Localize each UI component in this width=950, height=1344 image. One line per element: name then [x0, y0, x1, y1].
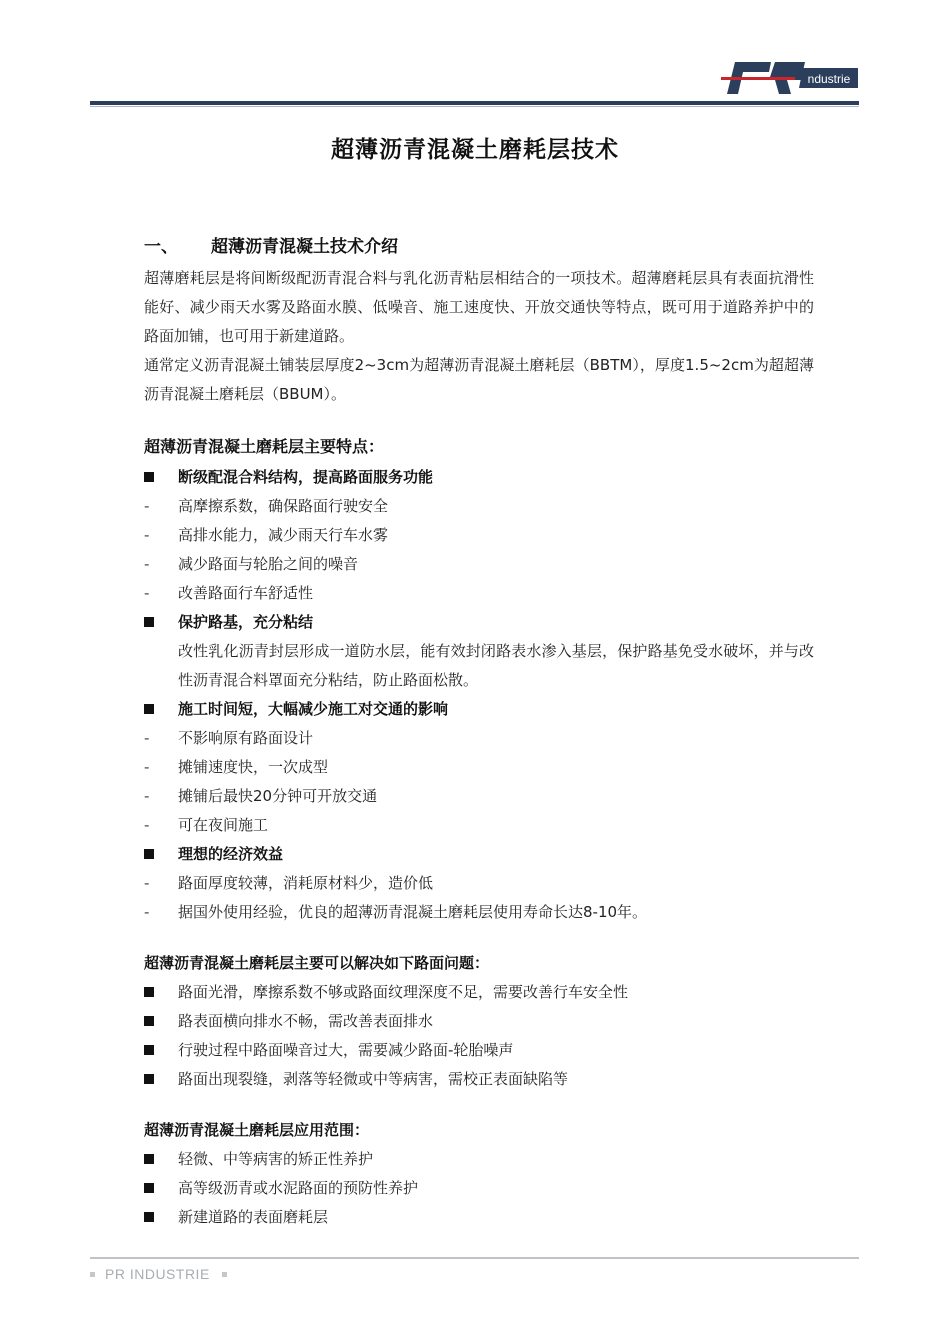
- list-item: [144, 579, 814, 608]
- list-item: [144, 898, 814, 927]
- list-item-text: 高摩擦系数，确保路面行驶安全: [178, 497, 389, 515]
- document-title: 超薄沥青混凝土磨耗层技术: [331, 137, 619, 163]
- footer-text: PR INDUSTRIE: [105, 1266, 210, 1282]
- problem-text: 行驶过程中路面噪音过大，需要减少路面-轮胎噪声: [178, 1041, 514, 1059]
- dash-marker: -: [144, 729, 150, 747]
- bullet-square-icon: [144, 463, 164, 492]
- dash-marker: -: [144, 526, 150, 544]
- list-item-text: 据国外使用经验，优良的超薄沥青混凝土磨耗层使用寿命长达8-10年。: [178, 903, 648, 921]
- list-item: [144, 782, 814, 811]
- bullet-square-icon: [144, 1007, 164, 1036]
- dash-marker: -: [144, 497, 150, 515]
- feature-title: 保护路基，充分粘结: [178, 613, 314, 631]
- footer-dot-icon: [222, 1272, 227, 1277]
- problem-item: [144, 978, 814, 1007]
- section-1-heading: [144, 230, 814, 264]
- problem-text: 路面出现裂缝，剥落等轻微或中等病害，需校正表面缺陷等: [178, 1070, 569, 1088]
- company-logo: [721, 58, 860, 98]
- footer-rule: [90, 1257, 859, 1259]
- header-rule-thin: [90, 106, 859, 107]
- features-heading: 超薄沥青混凝土磨耗层主要特点：: [144, 437, 385, 456]
- scope-text: 新建道路的表面磨耗层: [178, 1208, 329, 1226]
- problem-item: [144, 1065, 814, 1094]
- logo-subtext: ndustrie: [807, 72, 851, 86]
- dash-marker: -: [144, 758, 150, 776]
- bullet-square-icon: [144, 1065, 164, 1094]
- scope-item: [144, 1174, 814, 1203]
- problem-item: [144, 1036, 814, 1065]
- bullet-square-icon: [144, 1145, 164, 1174]
- dash-marker: -: [144, 903, 150, 921]
- bullet-square-icon: [144, 978, 164, 1007]
- bullet-square-icon: [144, 608, 164, 637]
- scope-text: 轻微、中等病害的矫正性养护: [178, 1150, 374, 1168]
- section-number: 一、: [144, 237, 178, 257]
- feature-item: [144, 608, 814, 637]
- list-item: [144, 521, 814, 550]
- footer-dot-icon: [90, 1272, 95, 1277]
- feature-title: 断级配混合料结构，提高路面服务功能: [178, 468, 434, 486]
- dash-marker: -: [144, 816, 150, 834]
- intro-paragraph-1: 超薄磨耗层是将间断级配沥青混合料与乳化沥青粘层相结合的一项技术。超薄磨耗层具有表面抗滑性能好、减少雨天水雾及路面水膜、低噪音、施工速度快、开放交通快等特点，既可用于道路养护中的路面加铺，也可用于新建道路。: [144, 269, 814, 345]
- bullet-square-icon: [144, 1203, 164, 1232]
- problem-text: 路表面横向排水不畅，需改善表面排水: [178, 1012, 434, 1030]
- feature-item: [144, 695, 814, 724]
- list-item: [144, 724, 814, 753]
- scope-item: [144, 1145, 814, 1174]
- feature-item: [144, 463, 814, 492]
- list-item: [144, 811, 814, 840]
- list-item-text: 不影响原有路面设计: [178, 729, 314, 747]
- list-item: [144, 869, 814, 898]
- page-footer: [90, 1266, 227, 1282]
- intro-paragraph-2: 通常定义沥青混凝土铺装层厚度2~3cm为超薄沥青混凝土磨耗层（BBTM），厚度1.5~2cm为超超薄沥青混凝土磨耗层（BBUM）。: [144, 356, 814, 403]
- section-title: 超薄沥青混凝土技术介绍: [211, 237, 398, 257]
- problems-heading: 超薄沥青混凝土磨耗层主要可以解决如下路面问题：: [144, 954, 490, 972]
- dash-marker: -: [144, 874, 150, 892]
- list-item: [144, 753, 814, 782]
- list-item-text: 减少路面与轮胎之间的噪音: [178, 555, 359, 573]
- list-item-text: 摊铺后最快20分钟可开放交通: [178, 787, 378, 805]
- dash-marker: -: [144, 555, 150, 573]
- bullet-square-icon: [144, 695, 164, 724]
- feature-item: [144, 840, 814, 869]
- list-item-text: 改善路面行车舒适性: [178, 584, 314, 602]
- problem-item: [144, 1007, 814, 1036]
- header-rule: [90, 101, 859, 105]
- scope-text: 高等级沥青或水泥路面的预防性养护: [178, 1179, 419, 1197]
- list-item-text: 可在夜间施工: [178, 816, 269, 834]
- scope-heading: 超薄沥青混凝土磨耗层应用范围：: [144, 1121, 370, 1139]
- dash-marker: -: [144, 787, 150, 805]
- bullet-square-icon: [144, 840, 164, 869]
- document-body: [144, 230, 814, 1232]
- problem-text: 路面光滑，摩擦系数不够或路面纹理深度不足，需要改善行车安全性: [178, 983, 629, 1001]
- list-item-text: 摊铺速度快，一次成型: [178, 758, 329, 776]
- scope-item: [144, 1203, 814, 1232]
- list-item: [144, 492, 814, 521]
- feature-title: 理想的经济效益: [178, 845, 284, 863]
- feature-title: 施工时间短，大幅减少施工对交通的影响: [178, 700, 449, 718]
- list-item-text: 高排水能力，减少雨天行车水雾: [178, 526, 389, 544]
- list-item-text: 路面厚度较薄，消耗原材料少，造价低: [178, 874, 434, 892]
- dash-marker: -: [144, 584, 150, 602]
- feature-description: 改性乳化沥青封层形成一道防水层，能有效封闭路表水渗入基层，保护路基免受水破坏，并与改性沥青混合料罩面充分粘结，防止路面松散。: [178, 642, 814, 689]
- bullet-square-icon: [144, 1174, 164, 1203]
- list-item: [144, 550, 814, 579]
- bullet-square-icon: [144, 1036, 164, 1065]
